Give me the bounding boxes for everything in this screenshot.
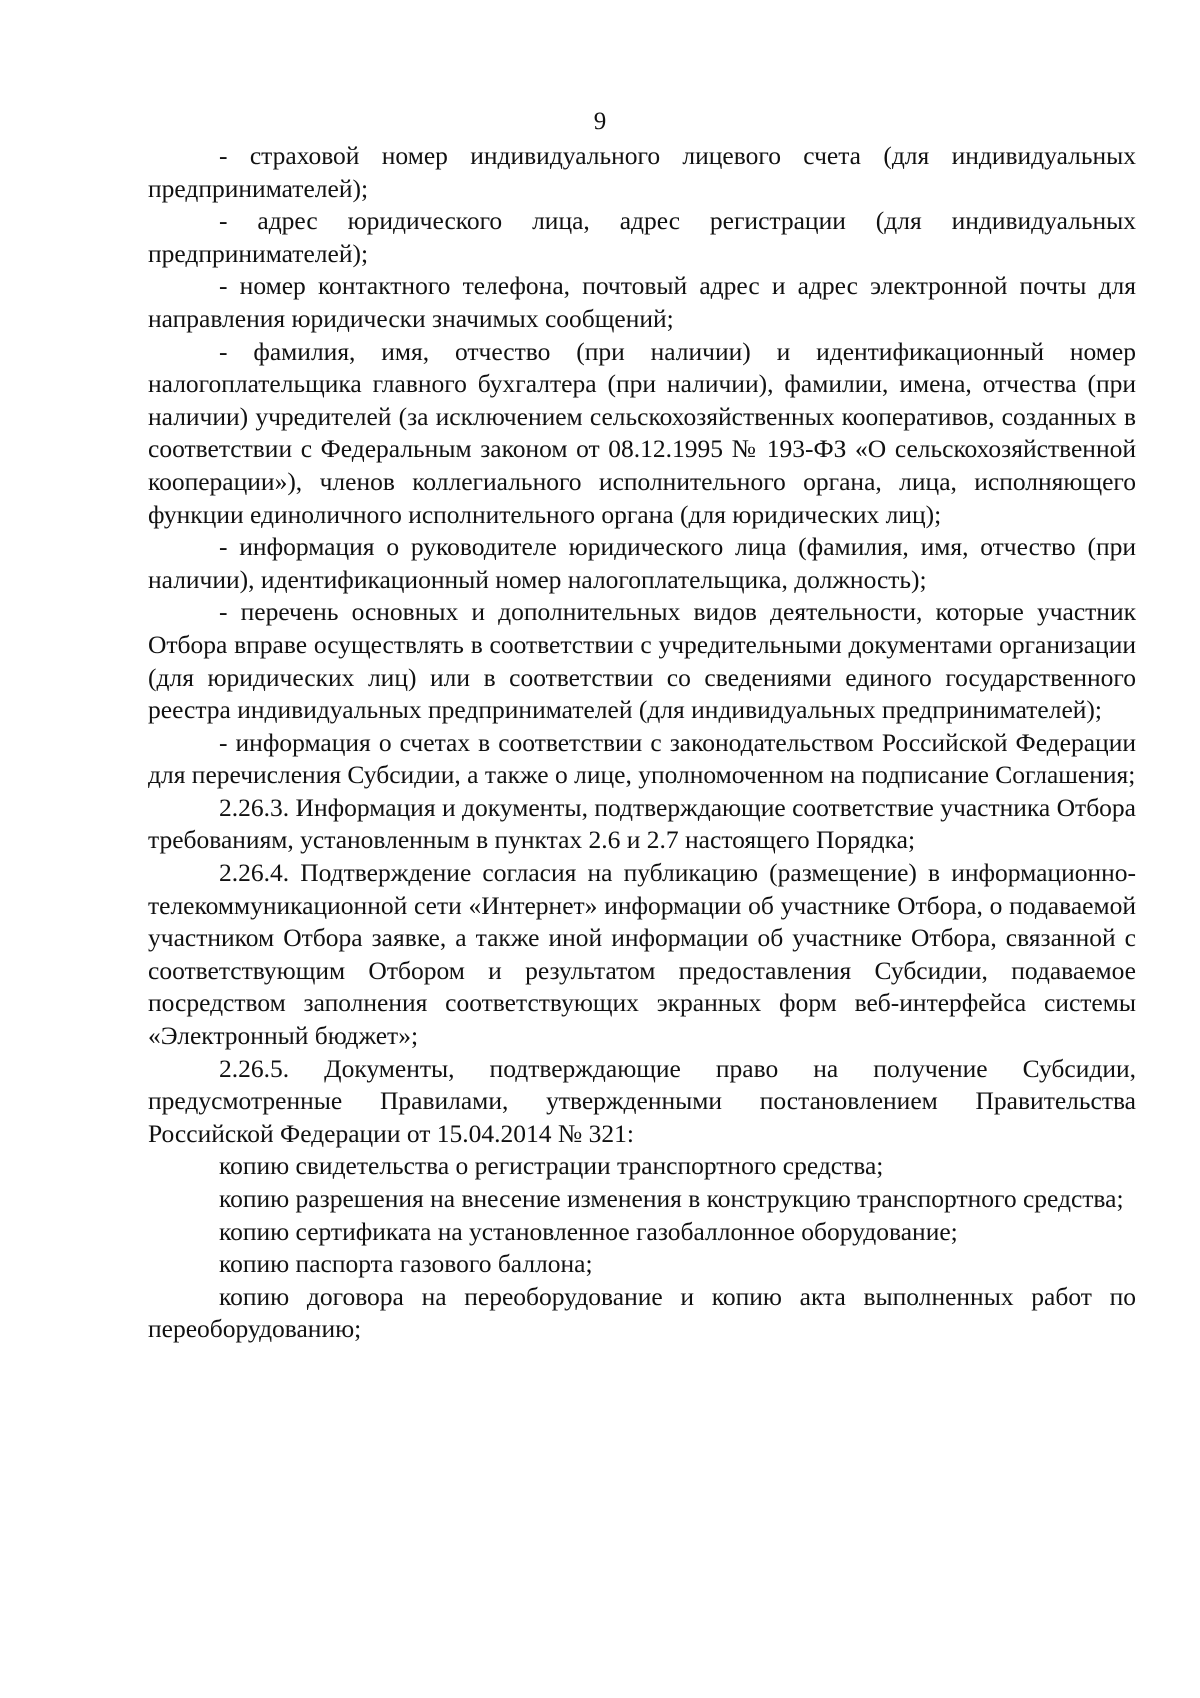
paragraph-2-26-5: 2.26.5. Документы, подтверждающие право на получение Субсидии, предусмотренные Правилами, утвержденными постановлением Правительства Российской Федерации от 15.04.2014 № 321: [148,1053,1136,1148]
paragraph-founders-info: - фамилия, имя, отчество (при наличии) и идентификационный номер налогоплательщика главного бухгалтера (при наличии), фамилии, имена, отчества (при наличии) учредителей (за исключением сельскохозяйственных кооперативов, созданных в соответствии с Федеральным законом от 08.12.1995 № 193-ФЗ «О сельскохозяйственной кооперации»), членов коллегиального исполнительного органа, лица, исполняющего функции единоличного исполнительного органа (для юридических лиц); [148,336,1136,529]
list-item-equipment-certificate: копию сертификата на установленное газобаллонное оборудование; [219,1216,958,1246]
paragraph-activities-list: - перечень основных и дополнительных видов деятельности, которые участник Отбора вправе осуществлять в соответствии с учредительными документами организации (для юридических лиц) или в соответствии со сведениями единого государственного реестра индивидуальных предпринимателей (для индивидуальных предпринимателей); [148,597,1136,725]
list-item-registration-certificate: копию свидетельства о регистрации транспортного средства; [219,1151,884,1181]
paragraph-contact-details: - номер контактного телефона, почтовый адрес и адрес электронной почты для направления юридически значимых сообщений; [148,271,1136,333]
list-item-cylinder-passport: копию паспорта газового баллона; [219,1249,593,1279]
document-body [148,140,1136,1346]
paragraph-2-26-3: 2.26.3. Информация и документы, подтверждающие соответствие участника Отбора требованиям, установленным в пунктах 2.6 и 2.7 настоящего Порядка; [148,792,1136,855]
paragraph-2-26-4: 2.26.4. Подтверждение согласия на публикацию (размещение) в информационно-телекоммуникационной сети «Интернет» информации об участнике Отбора, о подаваемой участником Отбора заявке, а также иной информации об участнике Отбора, связанной с соответствующим Отбором и результатом предоставления Субсидии, подаваемое посредством заполнения соответствующих экранных форм веб-интерфейса системы «Электронный бюджет»; [148,858,1136,1051]
page-number: 9 [593,108,607,135]
paragraph-legal-address: - адрес юридического лица, адрес регистрации (для индивидуальных предпринимателей); [148,206,1136,268]
paragraph-head-info: - информация о руководителе юридического лица (фамилия, имя, отчество (при наличии), идентификационный номер налогоплательщика, должность); [148,532,1136,594]
list-item-conversion-contract: копию договора на переоборудование и копию акта выполненных работ по переоборудованию; [148,1281,1136,1344]
paragraph-accounts-info: - информация о счетах в соответствии с законодательством Российской Федерации для перечисления Субсидии, а также о лице, уполномоченном на подписание Соглашения; [148,727,1136,790]
paragraph-insurance-number: - страховой номер индивидуального лицевого счета (для индивидуальных предпринимателей); [148,141,1136,203]
list-item-modification-permit: копию разрешения на внесение изменения в конструкцию транспортного средства; [219,1184,1124,1213]
